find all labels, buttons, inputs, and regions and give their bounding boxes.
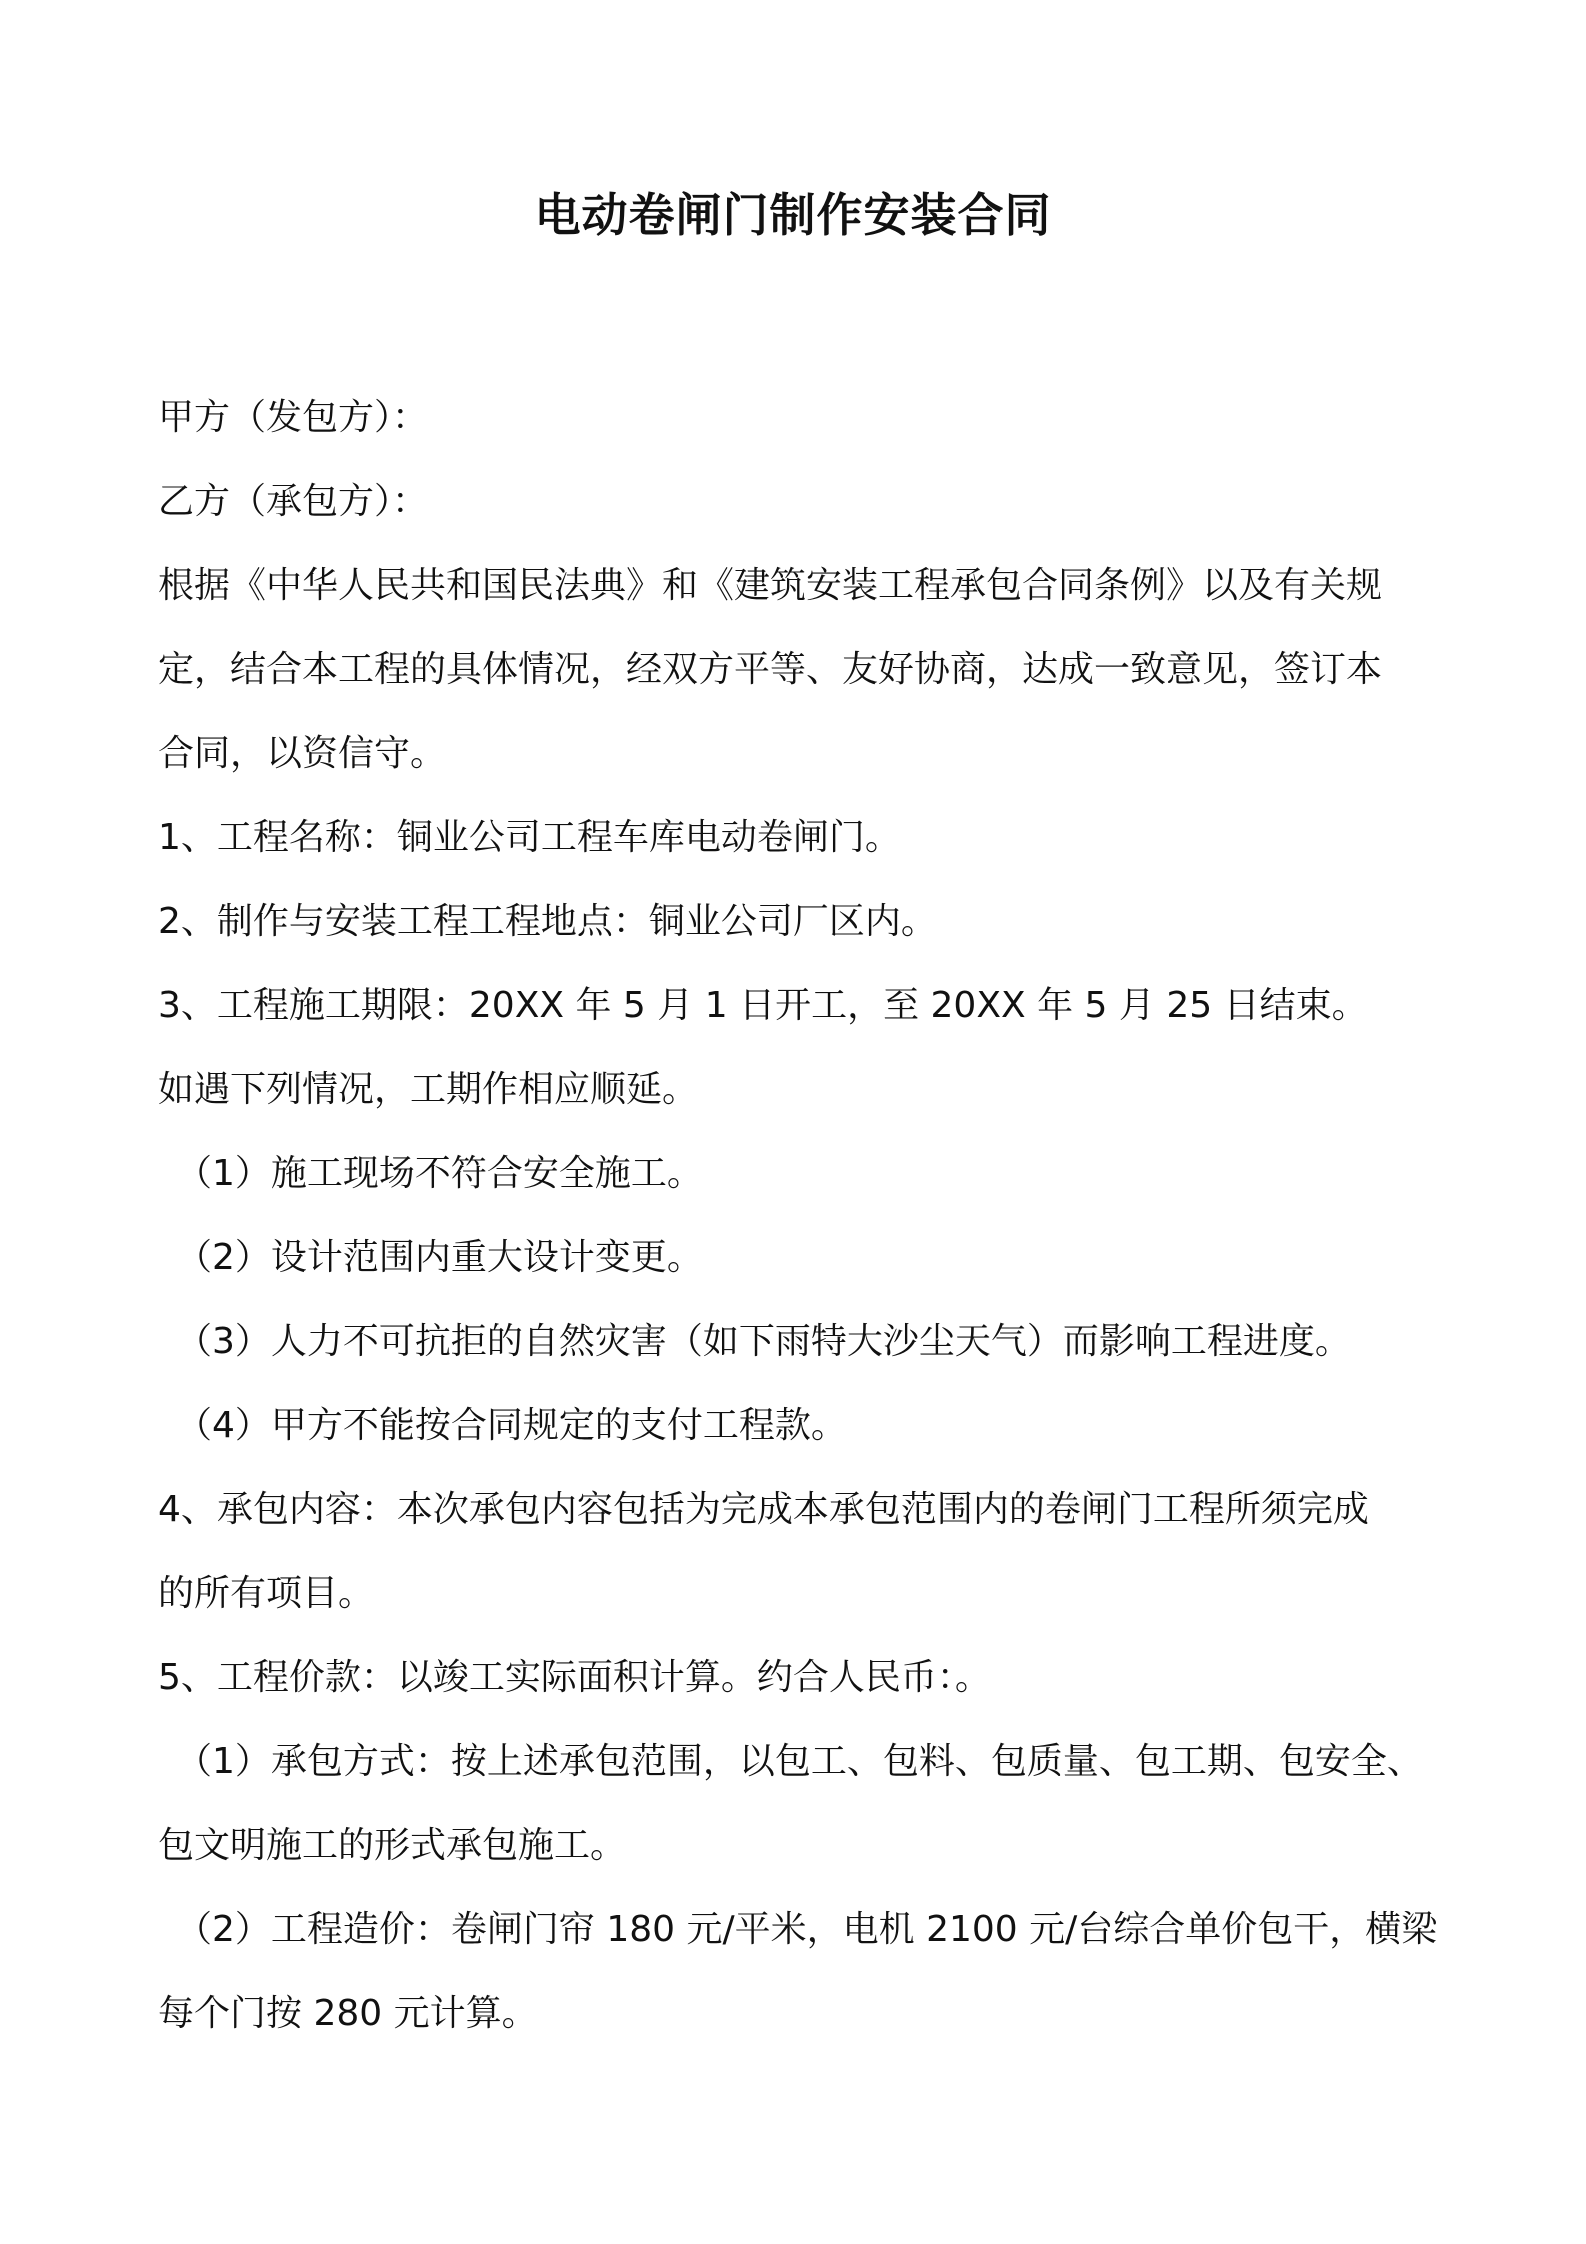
clause-4-scope-line-2: 的所有项目。 (158, 1573, 375, 1614)
clause-5-item-2-line-1: （2）工程造价：卷闸门帘 180 元/平米，电机 2100 元/台综合单价包干，横梁 (176, 1909, 1438, 1950)
clause-5-item-2-line-2: 每个门按 280 元计算。 (158, 1993, 538, 2034)
clause-3-item-2: （2）设计范围内重大设计变更。 (176, 1237, 703, 1278)
clause-1-project-name: 1、工程名称：铜业公司工程车库电动卷闸门。 (158, 817, 901, 858)
clause-2-location: 2、制作与安装工程工程地点：铜业公司厂区内。 (158, 901, 937, 942)
clause-3-item-1: （1）施工现场不符合安全施工。 (176, 1153, 703, 1194)
party-b-line: 乙方（承包方）： (158, 481, 429, 522)
clause-3-item-4: （4）甲方不能按合同规定的支付工程款。 (176, 1405, 847, 1446)
document-body (158, 376, 1438, 2056)
preamble-line-3: 合同，以资信守。 (158, 733, 447, 774)
clause-4-scope-line-1: 4、承包内容：本次承包内容包括为完成本承包范围内的卷闸门工程所须完成 (158, 1489, 1369, 1530)
clause-3-schedule: 3、工程施工期限：20XX 年 5 月 1 日开工，至 20XX 年 5 月 25 日结束。 (158, 985, 1368, 1026)
clause-5-item-1-line-1: （1）承包方式：按上述承包范围，以包工、包料、包质量、包工期、包安全、 (176, 1741, 1423, 1782)
preamble-line-1: 根据《中华人民共和国民法典》和《建筑安装工程承包合同条例》以及有关规 (158, 565, 1383, 606)
document-title: 电动卷闸门制作安装合同 (534, 188, 1052, 242)
preamble-line-2: 定，结合本工程的具体情况，经双方平等、友好协商，达成一致意见，签订本 (158, 649, 1383, 690)
party-a-line: 甲方（发包方）： (158, 397, 429, 438)
clause-3-extension-intro: 如遇下列情况，工期作相应顺延。 (158, 1069, 699, 1110)
clause-5-item-1-line-2: 包文明施工的形式承包施工。 (158, 1825, 627, 1866)
clause-3-item-3: （3）人力不可抗拒的自然灾害（如下雨特大沙尘天气）而影响工程进度。 (176, 1321, 1351, 1362)
clause-5-price: 5、工程价款：以竣工实际面积计算。约合人民币：。 (158, 1657, 991, 1698)
